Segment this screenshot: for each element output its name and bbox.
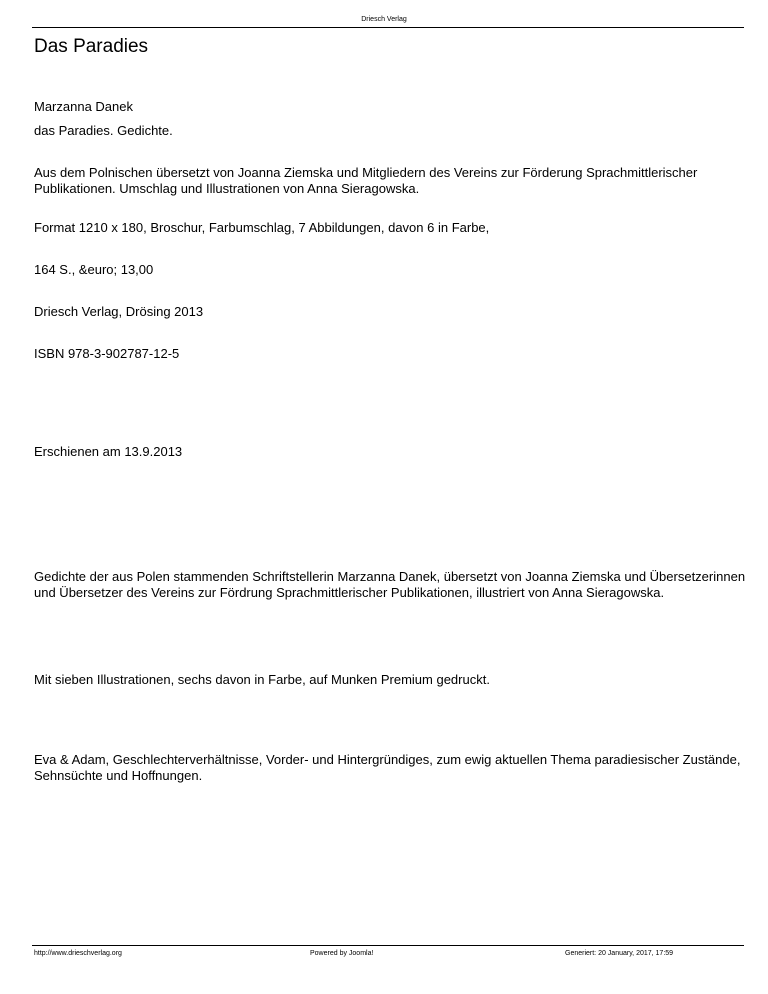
footer-generated-timestamp: Generiert: 20 January, 2017, 17:59 (565, 950, 674, 957)
format-info: Format 1210 x 180, Broschur, Farbumschlag, 7 Abbildungen, davon 6 in Farbe, (34, 220, 490, 235)
footer-url-link[interactable]: http://www.drieschverlag.org (34, 950, 122, 957)
published-date: Erschienen am 13.9.2013 (34, 444, 183, 459)
page-title: Das Paradies (34, 36, 149, 57)
footer-powered-by: Powered by Joomla! (310, 950, 374, 957)
translation-credit: Aus dem Polnischen übersetzt von Joanna Ziemska und Mitgliedern des Vereins zur Förderung Sprachmittlerischer Publikationen. Umschlag und Illustrationen von Anna Sieragowska. (34, 165, 698, 196)
description-paragraph-1: Gedichte der aus Polen stammenden Schriftstellerin Marzanna Danek, übersetzt von Joanna Ziemska und Übersetzerinnen und Übersetzer des Vereins zur Fördrung Sprachmittlerischer Publikationen, illustriert von Anna Sieragowska. (34, 569, 746, 600)
isbn: ISBN 978-3-902787-12-5 (34, 346, 180, 361)
description-paragraph-2: Mit sieben Illustrationen, sechs davon in Farbe, auf Munken Premium gedruckt. (34, 672, 490, 687)
footer-divider (32, 945, 744, 946)
book-title: das Paradies. Gedichte. (34, 123, 173, 138)
publisher-info: Driesch Verlag, Drösing 2013 (34, 304, 204, 319)
description-paragraph-3: Eva & Adam, Geschlechterverhältnisse, Vorder- und Hintergründiges, zum ewig aktuellen Thema paradiesischer Zustände, Sehnsüchte und Hoffnungen. (34, 752, 741, 783)
author-name: Marzanna Danek (34, 99, 133, 114)
header-site-name: Driesch Verlag (361, 16, 407, 23)
pages-price: 164 S., &euro; 13,00 (34, 262, 154, 277)
header-divider (32, 27, 744, 28)
